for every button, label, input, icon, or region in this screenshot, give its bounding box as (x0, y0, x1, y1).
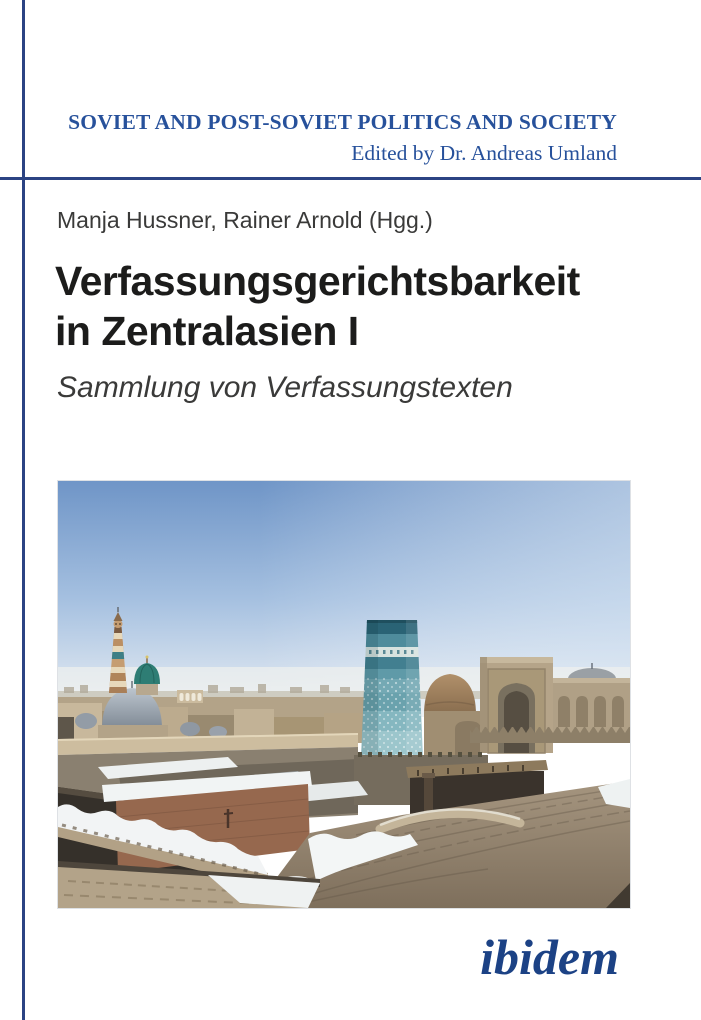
left-accent-rule (22, 0, 25, 1020)
book-title-line1: Verfassungsgerichtsbarkeit (55, 258, 580, 304)
publisher-logo: ibidem (480, 929, 619, 985)
book-subtitle: Sammlung von Verfassungstexten (57, 371, 513, 404)
arched-arcade (177, 690, 203, 703)
cover-photo (58, 481, 630, 908)
series-title: SOVIET AND POST-SOVIET POLITICS AND SOCIETY (68, 110, 617, 134)
kalta-minor-minaret (358, 620, 426, 758)
book-title (55, 256, 580, 356)
khiva-cityscape-illustration (58, 481, 630, 908)
series-editor-line: Edited by Dr. Andreas Umland (351, 141, 617, 165)
book-title-line2: in Zentralasien I (55, 308, 359, 354)
series-header (68, 107, 617, 169)
header-divider-rule (0, 177, 701, 180)
authors-line: Manja Hussner, Rainer Arnold (Hgg.) (57, 207, 433, 233)
zigzag-parapet (470, 727, 630, 743)
